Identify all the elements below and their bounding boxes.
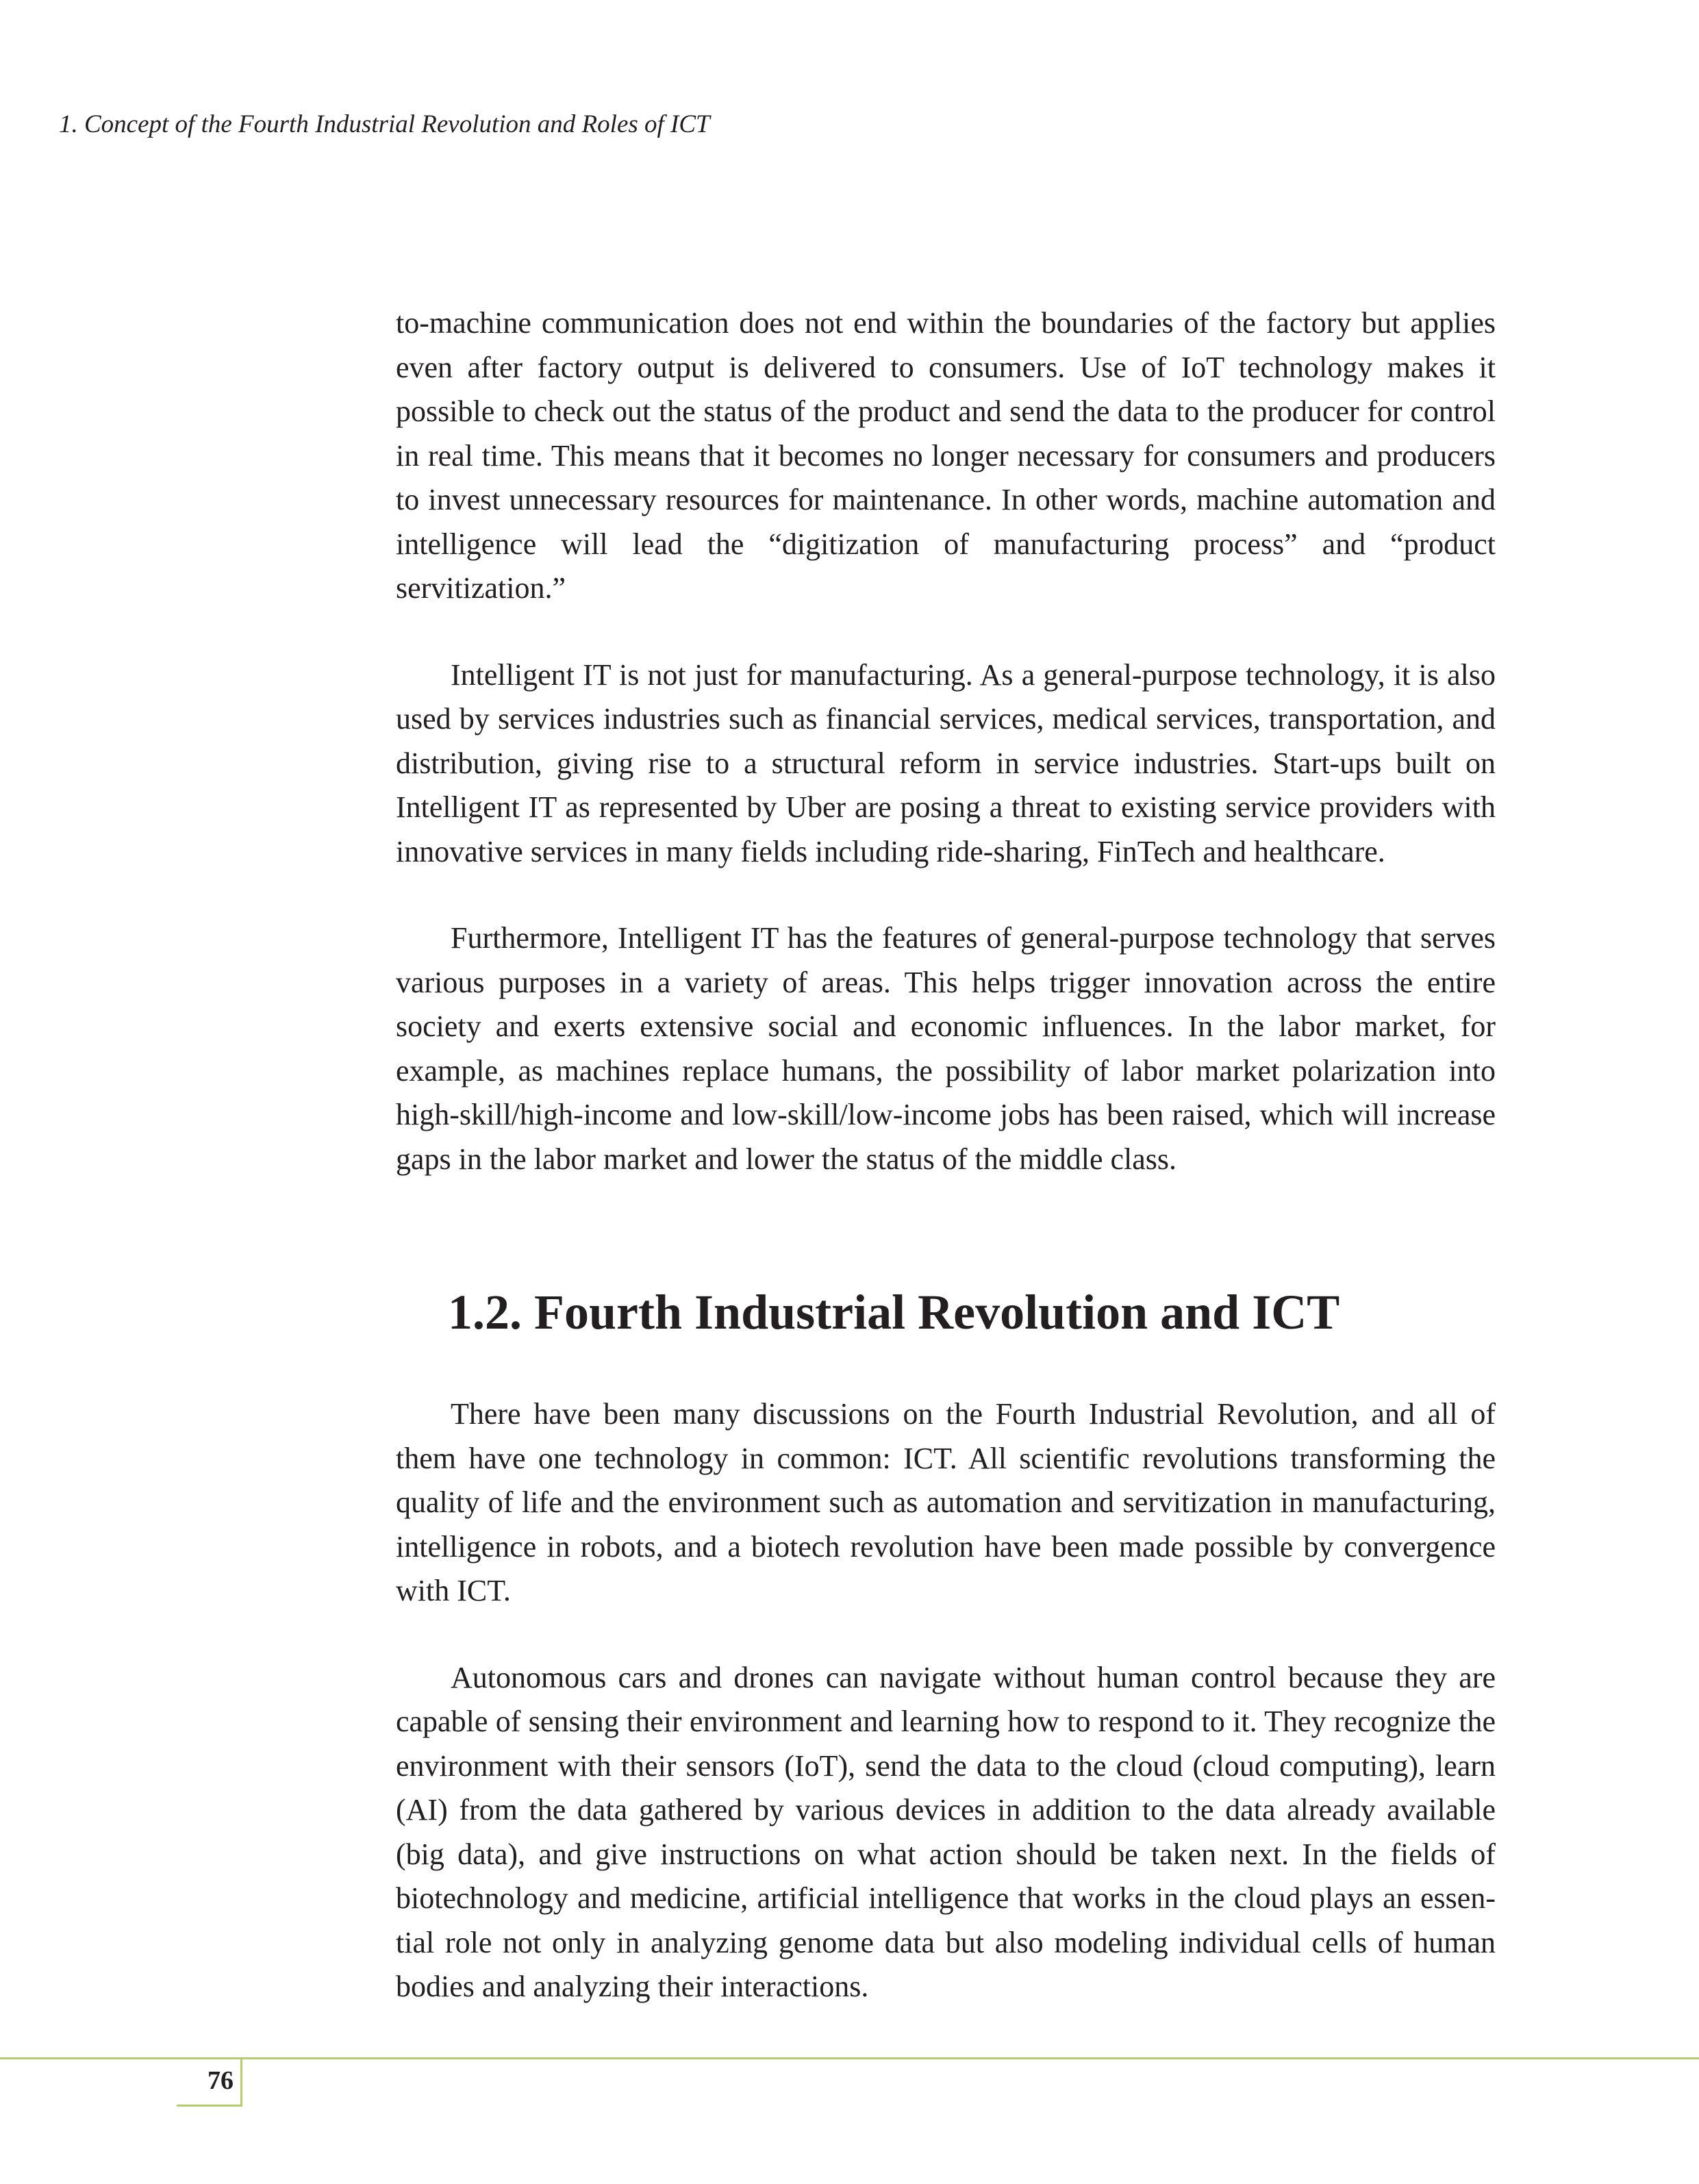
body-paragraph-intelligent-it-services: Intelligent IT is not just for manufacturing. As a general-purpose technology, it is also used by services industries such as financial services, medical services, transportation, and distribution, giving rise to a structural reform in service industries. Start-ups built on Intelligent IT as represented by Uber are posing a threat to existing service providers with innovative services in many fields including ride-sharing, FinTech and healthcare. — [396, 657, 1496, 868]
page-number: 76 — [207, 2066, 234, 2095]
page-body — [396, 301, 1496, 2009]
running-header: 1. Concept of the Fourth Industrial Revolution and Roles of ICT — [59, 110, 710, 138]
body-paragraph-ict-common-technology: There have been many discussions on the Fourth Industrial Revolution, and all of them have one technology in common: ICT. All scientific revolutions transforming the quality of life and the environment such as automation and servitization in manufacturing, intelligence in robots, and a biotech revolution have been made possible by convergence with ICT. — [396, 1397, 1496, 1607]
footer-rule — [0, 2057, 1699, 2059]
section-heading: 1.2. Fourth Industrial Revolution and ICT — [448, 1285, 1340, 1340]
body-paragraph-general-purpose-technology: Furthermore, Intelligent IT has the features of general-purpose technology that serves various purposes in a variety of areas. This helps trigger innovation across the entire society and exerts extensive social and economic influences. In the labor market, for example, as machines replace humans, the possibility of labor market polarization into high-skill/high-income and low-skill/low-income jobs has been raised, which will increase gaps in the labor market and lower the status of the middle class. — [396, 921, 1496, 1176]
body-paragraph-autonomous-cars: Autonomous cars and drones can navigate without human control because they are capable of sensing their environment and learning how to respond to it. They recognize the environment with their sensors (IoT), send the data to the cloud (cloud computing), learn (AI) from the data gathered by various devices in addition to the data already available (big data), and give instructions on what action should be taken next. In the fields of biotechnology and medicine, artificial intelligence that works in the cloud plays an essential role not only in analyzing genome data but also modeling individual cells of human bodies and analyzing their interactions. — [396, 1660, 1496, 2003]
body-paragraph-continuation: to-machine communication does not end within the boundaries of the factory but applies even after factory output is delivered to consumers. Use of IoT technology makes it possible to check out the status of the product and send the data to the producer for control in real time. This means that it becomes no longer necessary for consumers and producers to invest unnecessary resources for maintenance. In other words, machine automation and intelligence will lead the “digitization of manufacturing process” and “product servitization.” — [396, 306, 1496, 605]
page-number-box — [177, 2057, 242, 2107]
